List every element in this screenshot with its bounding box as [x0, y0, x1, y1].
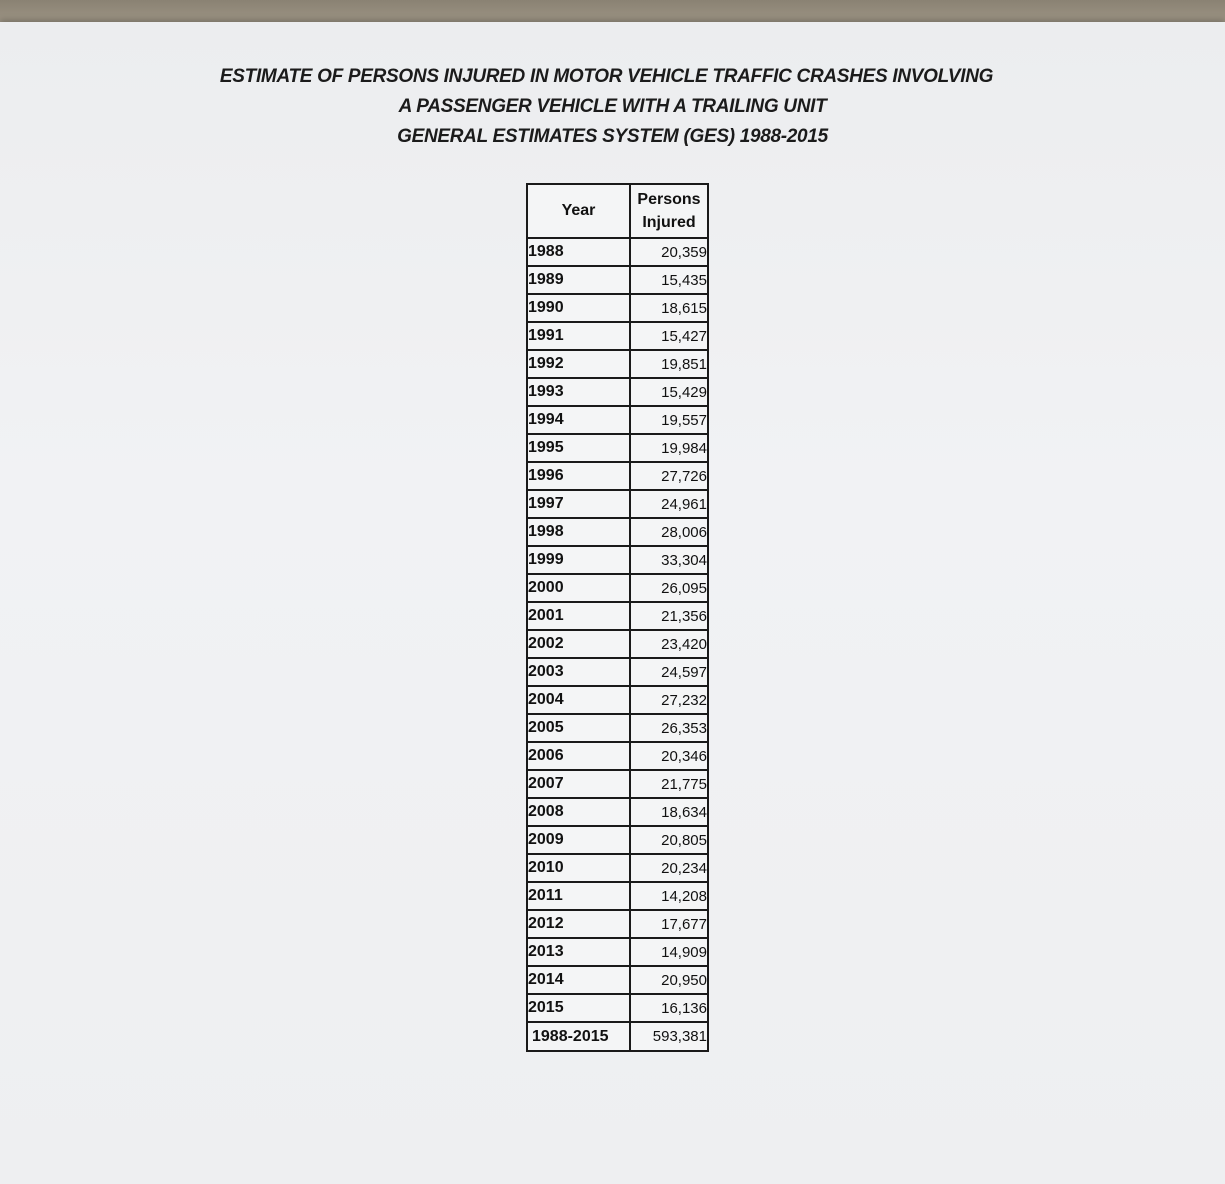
table-body	[527, 238, 708, 1051]
table-row	[527, 910, 708, 938]
persons-injured-cell: 28,006	[630, 518, 708, 546]
year-cell: 2004	[527, 686, 630, 714]
year-cell: 2005	[527, 714, 630, 742]
table-row	[527, 238, 708, 266]
year-cell: 2007	[527, 770, 630, 798]
year-cell: 2011	[527, 882, 630, 910]
table-row	[527, 406, 708, 434]
table-row	[527, 350, 708, 378]
document-title	[0, 62, 1225, 152]
persons-injured-cell: 16,136	[630, 994, 708, 1022]
year-cell: 1999	[527, 546, 630, 574]
persons-injured-header-line-2: Injured	[642, 214, 696, 231]
year-cell: 1994	[527, 406, 630, 434]
persons-injured-cell: 23,420	[630, 630, 708, 658]
table-row	[527, 378, 708, 406]
table-row	[527, 518, 708, 546]
table-row	[527, 322, 708, 350]
year-cell: 2001	[527, 602, 630, 630]
persons-injured-cell: 20,346	[630, 742, 708, 770]
table-row	[527, 462, 708, 490]
persons-injured-cell: 27,726	[630, 462, 708, 490]
persons-injured-cell: 26,095	[630, 574, 708, 602]
table-row	[527, 966, 708, 994]
persons-injured-cell: 20,359	[630, 238, 708, 266]
year-column-header: Year	[527, 184, 630, 238]
table-row	[527, 770, 708, 798]
table-row	[527, 882, 708, 910]
year-cell: 1991	[527, 322, 630, 350]
table-row	[527, 490, 708, 518]
persons-injured-cell: 21,356	[630, 602, 708, 630]
persons-injured-cell: 18,634	[630, 798, 708, 826]
year-cell: 1998	[527, 518, 630, 546]
table-row	[527, 658, 708, 686]
title-line-3: GENERAL ESTIMATES SYSTEM (GES) 1988-2015	[397, 126, 828, 147]
persons-injured-cell: 17,677	[630, 910, 708, 938]
persons-injured-cell: 19,851	[630, 350, 708, 378]
persons-injured-cell: 15,435	[630, 266, 708, 294]
persons-injured-cell: 18,615	[630, 294, 708, 322]
persons-injured-cell: 33,304	[630, 546, 708, 574]
table-row	[527, 266, 708, 294]
year-cell: 2006	[527, 742, 630, 770]
table-row	[527, 574, 708, 602]
persons-injured-cell: 20,950	[630, 966, 708, 994]
total-period-cell: 1988-2015	[527, 1022, 630, 1051]
table-row	[527, 434, 708, 462]
persons-injured-cell: 14,208	[630, 882, 708, 910]
table-row	[527, 826, 708, 854]
table-header-row	[527, 184, 708, 238]
year-cell: 2008	[527, 798, 630, 826]
persons-injured-cell: 15,429	[630, 378, 708, 406]
year-cell: 1995	[527, 434, 630, 462]
table-row	[527, 686, 708, 714]
year-cell: 1988	[527, 238, 630, 266]
table-row	[527, 630, 708, 658]
injuries-table-container	[526, 183, 709, 1052]
table-row	[527, 798, 708, 826]
persons-injured-cell: 24,961	[630, 490, 708, 518]
persons-injured-cell: 15,427	[630, 322, 708, 350]
table-row	[527, 602, 708, 630]
persons-injured-column-header	[630, 184, 708, 238]
year-cell: 2014	[527, 966, 630, 994]
persons-injured-cell: 21,775	[630, 770, 708, 798]
year-cell: 2000	[527, 574, 630, 602]
persons-injured-cell: 14,909	[630, 938, 708, 966]
table-row	[527, 742, 708, 770]
year-cell: 1997	[527, 490, 630, 518]
year-cell: 1996	[527, 462, 630, 490]
injuries-table	[526, 183, 709, 1052]
title-line-2: A PASSENGER VEHICLE WITH A TRAILING UNIT	[398, 96, 827, 117]
persons-injured-cell: 26,353	[630, 714, 708, 742]
year-cell: 1990	[527, 294, 630, 322]
title-line-1: ESTIMATE OF PERSONS INJURED IN MOTOR VEHICLE TRAFFIC CRASHES INVOLVING	[219, 66, 994, 87]
table-row	[527, 294, 708, 322]
year-cell: 1989	[527, 266, 630, 294]
table-row	[527, 938, 708, 966]
total-persons-injured-cell: 593,381	[630, 1022, 708, 1051]
table-row	[527, 546, 708, 574]
persons-injured-cell: 27,232	[630, 686, 708, 714]
persons-injured-cell: 19,984	[630, 434, 708, 462]
persons-injured-header-line-1: Persons	[637, 191, 701, 208]
year-cell: 2012	[527, 910, 630, 938]
year-cell: 2009	[527, 826, 630, 854]
table-row	[527, 714, 708, 742]
year-cell: 2003	[527, 658, 630, 686]
persons-injured-cell: 20,805	[630, 826, 708, 854]
persons-injured-cell: 20,234	[630, 854, 708, 882]
paper-sheet	[0, 22, 1225, 1184]
table-total-row	[527, 1022, 708, 1051]
table-row	[527, 854, 708, 882]
persons-injured-cell: 24,597	[630, 658, 708, 686]
year-cell: 2002	[527, 630, 630, 658]
year-cell: 2013	[527, 938, 630, 966]
year-cell: 1992	[527, 350, 630, 378]
year-cell: 2010	[527, 854, 630, 882]
year-cell: 2015	[527, 994, 630, 1022]
table-row	[527, 994, 708, 1022]
persons-injured-cell: 19,557	[630, 406, 708, 434]
year-cell: 1993	[527, 378, 630, 406]
